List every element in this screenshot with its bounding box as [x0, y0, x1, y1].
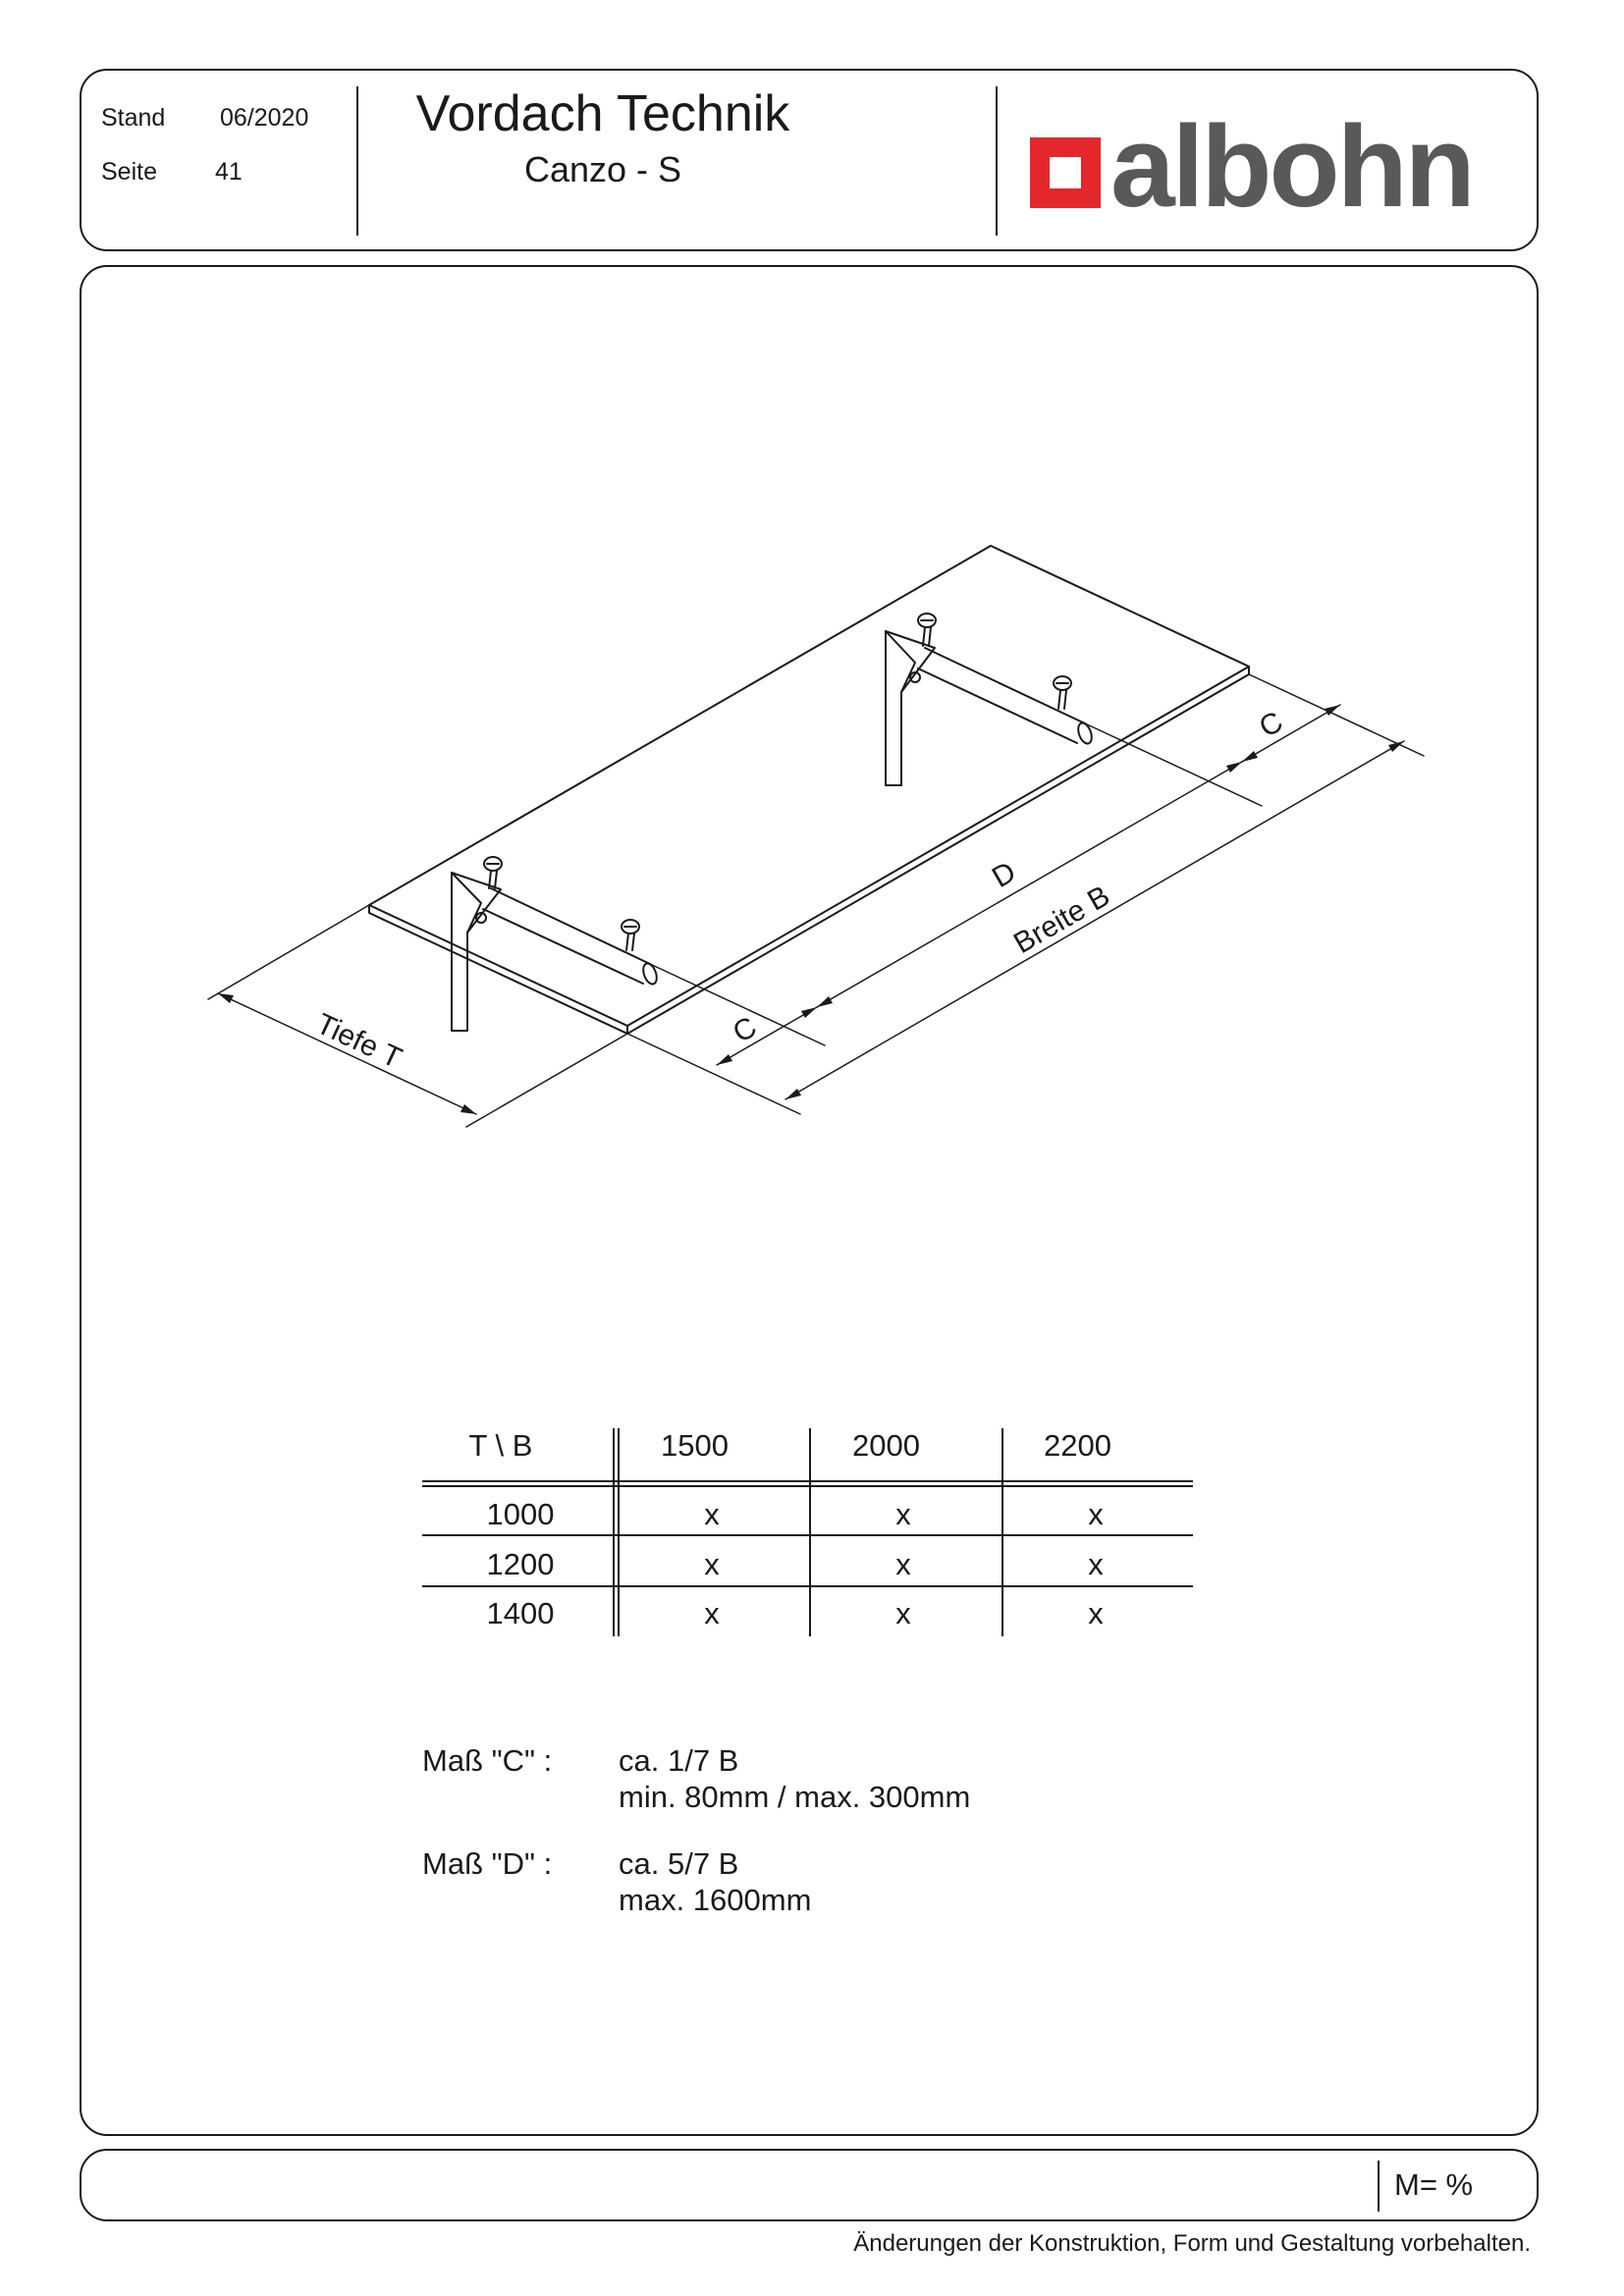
table-col-rule — [613, 1428, 615, 1636]
page-title: Vordach Technik — [415, 85, 790, 142]
page-subtitle: Canzo - S — [523, 149, 682, 189]
seite-value: 41 — [215, 158, 243, 186]
row-label: 1000 — [486, 1497, 555, 1531]
table-row-rule — [422, 1585, 1193, 1587]
note-c-body — [619, 1742, 970, 1815]
glass-plate-edge — [369, 667, 1249, 1034]
table-header-cell: 2200 — [1044, 1428, 1111, 1463]
note-c-line1: ca. 1/7 B — [619, 1743, 739, 1778]
table-cell: x — [895, 1497, 911, 1531]
table-cell: x — [1088, 1497, 1104, 1531]
row-label: 1400 — [486, 1596, 555, 1630]
note-d-line1: ca. 5/7 B — [619, 1846, 739, 1881]
note-d-line2: max. 1600mm — [619, 1883, 812, 1917]
table-corner: T \ B — [468, 1428, 533, 1463]
table-header-rule — [422, 1480, 1193, 1482]
table-cell: x — [895, 1547, 911, 1581]
table-header-cell: 1500 — [661, 1428, 729, 1463]
table-cell: x — [1088, 1547, 1104, 1581]
footer-divider — [1378, 2161, 1380, 2212]
label-d: D — [987, 855, 1022, 895]
bracket-right — [886, 614, 1094, 785]
label-breite: Breite B — [1008, 880, 1115, 961]
bracket-left — [452, 857, 659, 1031]
label-tiefe: Tiefe T — [311, 1007, 407, 1076]
table-cell: x — [1088, 1596, 1104, 1630]
table-cell: x — [704, 1497, 720, 1531]
row-label: 1200 — [486, 1547, 555, 1581]
disclaimer-text: Änderungen der Konstruktion, Form und Gestaltung vorbehalten. — [853, 2230, 1531, 2257]
table-col-rule — [809, 1428, 811, 1636]
table-cell: x — [704, 1596, 720, 1630]
note-d-label: Maß "D" : — [422, 1846, 553, 1881]
table-col-rule — [1001, 1428, 1003, 1636]
note-c-label: Maß "C" : — [422, 1743, 553, 1778]
scale-label: M= % — [1394, 2167, 1474, 2202]
table-col-rule — [618, 1428, 620, 1636]
table-header-cell: 2000 — [852, 1428, 920, 1463]
note-c-line2: min. 80mm / max. 300mm — [619, 1780, 971, 1814]
table-cell: x — [704, 1547, 720, 1581]
note-d-body — [619, 1845, 811, 1918]
label-c-left: C — [728, 1010, 763, 1050]
table-header-rule-double — [422, 1485, 1193, 1487]
dimension-table — [422, 1428, 1193, 1636]
label-c-right: C — [1254, 705, 1289, 745]
seite-label: Seite — [101, 158, 157, 186]
glass-plate — [369, 546, 1249, 1026]
stand-value: 06/2020 — [220, 104, 309, 132]
stand-label: Stand — [101, 104, 166, 132]
table-row-rule — [422, 1534, 1193, 1536]
footer-frame — [80, 2149, 1539, 2221]
table-cell: x — [895, 1596, 911, 1630]
logo-text: albohn — [1110, 120, 1473, 218]
